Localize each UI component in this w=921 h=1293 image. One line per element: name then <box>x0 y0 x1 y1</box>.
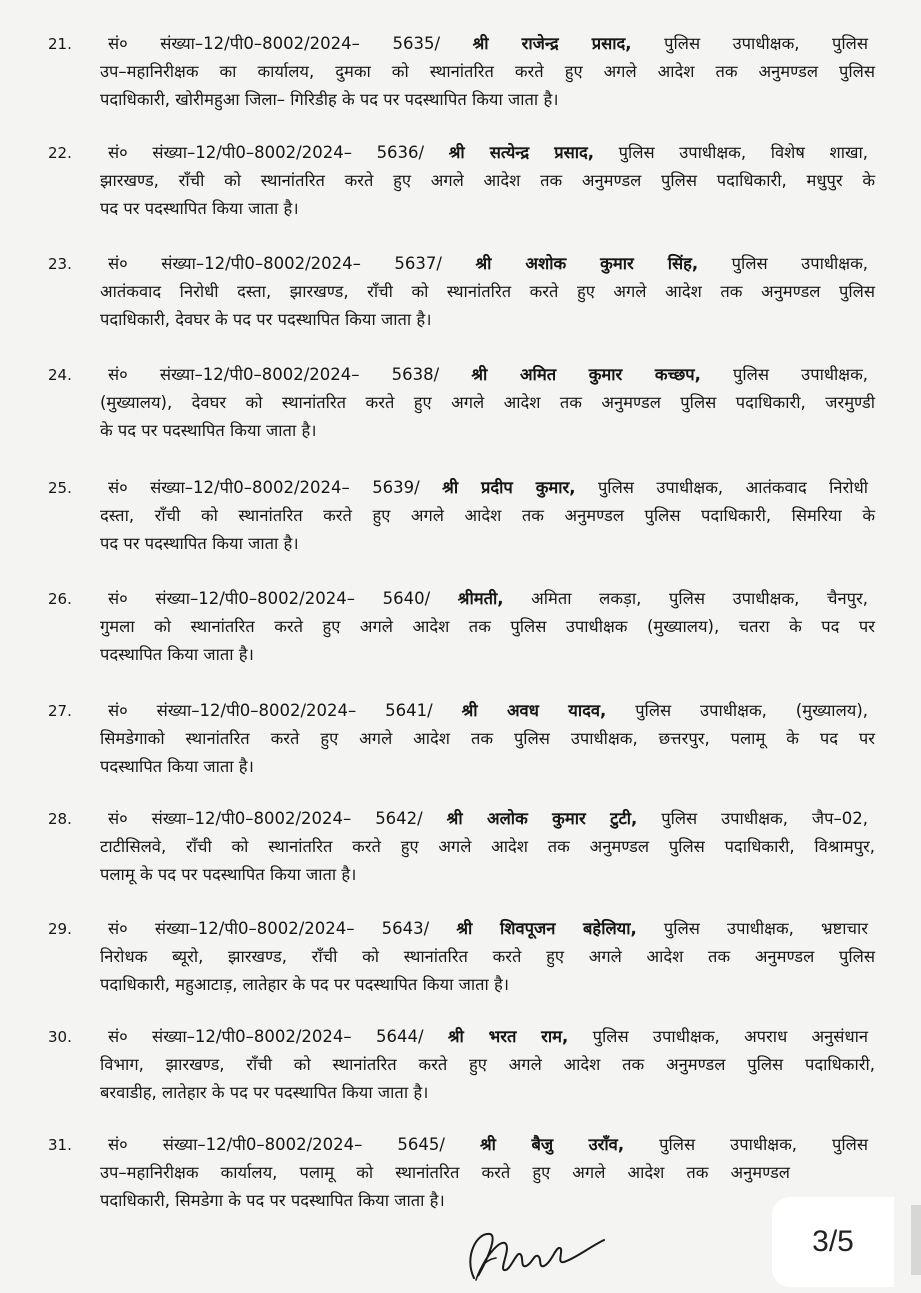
entry-number: 31. <box>48 1136 72 1154</box>
entry-line-3: के पद पर पदस्थापित किया जाता है। <box>100 421 317 440</box>
entry-line-1 <box>108 361 868 389</box>
entry-line-1-rest: पुलिस उपाधीक्षक, (मुख्यालय), <box>635 701 869 720</box>
entry-line-2: उप–महानिरीक्षक का कार्यालय, दुमका को स्थानांतरित करते हुए अगले आदेश तक अनुमण्डल पुलिस <box>100 62 875 81</box>
entry-line-2: सिमडेगाको स्थानांतरित करते हुए अगले आदेश तक पुलिस उपाधीक्षक, छत्तरपुर, पलामू के पद पर <box>100 729 875 748</box>
order-entry-22 <box>0 139 921 239</box>
entry-line-1 <box>108 474 868 502</box>
entry-line-2: निरोधक ब्यूरो, झारखण्ड, राँची को स्थानांतरित करते हुए अगले आदेश तक अनुमण्डल पुलिस <box>100 947 875 966</box>
entry-line-3: पदाधिकारी, खोरीमहुआ जिला– गिरिडीह के पद पर पदस्थापित किया जाता है। <box>100 90 559 109</box>
order-entry-25 <box>0 474 921 574</box>
order-code: 5644/ <box>375 1027 424 1046</box>
order-reference: सं० संख्या–12/पी0–8002/2024– <box>108 365 360 384</box>
order-code: 5635/ <box>392 34 441 53</box>
entry-number: 21. <box>48 35 72 53</box>
entry-number: 23. <box>48 255 72 273</box>
entry-number: 22. <box>48 144 72 162</box>
entry-line-1-rest: पुलिस उपाधीक्षक, विशेष शाखा, <box>618 143 868 162</box>
entry-number: 27. <box>48 702 72 720</box>
entry-line-1 <box>108 915 868 943</box>
order-reference: सं० संख्या–12/पी0–8002/2024– <box>108 34 360 53</box>
entry-number: 25. <box>48 479 72 497</box>
entry-line-1 <box>108 1023 868 1051</box>
entry-line-1 <box>108 585 868 613</box>
entry-line-2: झारखण्ड, राँची को स्थानांतरित करते हुए अगले आदेश तक अनुमण्डल पुलिस पदाधिकारी, मधुपुर के <box>100 171 875 190</box>
entry-line-1-rest: अमिता लकड़ा, पुलिस उपाधीक्षक, चैनपुर, <box>531 589 869 608</box>
order-entry-28 <box>0 805 921 905</box>
order-reference: सं० संख्या–12/पी0–8002/2024– <box>108 919 355 938</box>
order-entry-30 <box>0 1023 921 1123</box>
officer-name: श्री बैजु उराँव, <box>479 1135 625 1154</box>
entry-line-1-rest: पुलिस उपाधीक्षक, अपराध अनुसंधान <box>592 1027 869 1046</box>
order-entry-29 <box>0 915 921 1015</box>
entry-line-2: आतंकवाद निरोधी दस्ता, झारखण्ड, राँची को स्थानांतरित करते हुए अगले आदेश तक अनुमण्डल पुलिस <box>100 282 875 301</box>
officer-name: श्री सत्येन्द्र प्रसाद, <box>448 143 595 162</box>
signature-image <box>456 1218 616 1290</box>
order-code: 5639/ <box>372 478 420 497</box>
entry-number: 24. <box>48 366 72 384</box>
order-reference: सं० संख्या–12/पी0–8002/2024– <box>108 589 355 608</box>
order-reference: सं० संख्या–12/पी0–8002/2024– <box>108 701 357 720</box>
officer-name: श्रीमती, <box>457 589 504 608</box>
entry-line-1 <box>108 139 868 167</box>
entry-line-3: पदाधिकारी, सिमडेगा के पद पर पदस्थापित किया जाता है। <box>100 1191 445 1210</box>
officer-name: श्री अमित कुमार कच्छप, <box>471 365 701 384</box>
officer-name: श्री अशोक कुमार सिंह, <box>475 254 699 273</box>
order-code: 5645/ <box>397 1135 445 1154</box>
order-entry-21 <box>0 30 921 130</box>
entry-line-3: बरवाडीह, लातेहार के पद पर पदस्थापित किया जाता है। <box>100 1083 429 1102</box>
order-code: 5641/ <box>385 701 433 720</box>
order-entry-26 <box>0 585 921 685</box>
order-code: 5640/ <box>382 589 431 608</box>
entry-line-2: गुमला को स्थानांतरित करते हुए अगले आदेश तक पुलिस उपाधीक्षक (मुख्यालय), चतरा के पद पर <box>100 617 875 636</box>
entry-line-2: उप–महानिरीक्षक कार्यालय, पलामू को स्थानांतरित करते हुए अगले आदेश तक अनुमण्डल <box>100 1163 790 1182</box>
entry-line-1 <box>108 250 868 278</box>
scroll-edge <box>911 1205 921 1275</box>
entry-line-2: विभाग, झारखण्ड, राँची को स्थानांतरित करते हुए अगले आदेश तक अनुमण्डल पुलिस पदाधिकारी, <box>100 1055 875 1074</box>
entry-line-1 <box>108 1131 868 1159</box>
officer-name: श्री भरत राम, <box>447 1027 569 1046</box>
entry-line-3: पलामू के पद पर पदस्थापित किया जाता है। <box>100 865 357 884</box>
entry-line-1 <box>108 697 868 725</box>
entry-line-1 <box>108 30 868 58</box>
entry-line-1-rest: पुलिस उपाधीक्षक, <box>733 365 869 384</box>
entry-number: 29. <box>48 920 72 938</box>
entry-number: 28. <box>48 810 72 828</box>
officer-name: श्री शिवपूजन बहेलिया, <box>456 919 637 938</box>
entry-line-3: पदस्थापित किया जाता है। <box>100 757 254 776</box>
officer-name: श्री अवध यादव, <box>461 701 607 720</box>
order-code: 5643/ <box>381 919 430 938</box>
officer-name: श्री राजेन्द्र प्रसाद, <box>472 34 632 53</box>
entry-line-1-rest: पुलिस उपाधीक्षक, जैप–02, <box>661 809 868 828</box>
entry-line-1-rest: पुलिस उपाधीक्षक, आतंकवाद निरोधी <box>597 478 868 497</box>
order-entry-24 <box>0 361 921 461</box>
entry-line-3: पद पर पदस्थापित किया जाता है। <box>100 199 299 218</box>
entry-line-3: पदाधिकारी, महुआटाड़, लातेहार के पद पर पदस्थापित किया जाता है। <box>100 975 510 994</box>
entry-number: 26. <box>48 590 72 608</box>
order-reference: सं० संख्या–12/पी0–8002/2024– <box>108 809 352 828</box>
entry-line-1-rest: पुलिस उपाधीक्षक, <box>731 254 869 273</box>
officer-name: श्री प्रदीप कुमार, <box>442 478 576 497</box>
entry-line-3: पद पर पदस्थापित किया जाता है। <box>100 534 299 553</box>
entry-number: 30. <box>48 1028 72 1046</box>
order-code: 5637/ <box>394 254 442 273</box>
entry-line-1-rest: पुलिस उपाधीक्षक, पुलिस <box>659 1135 869 1154</box>
order-reference: सं० संख्या–12/पी0–8002/2024– <box>108 478 350 497</box>
order-entry-23 <box>0 250 921 350</box>
entry-line-1 <box>108 805 868 833</box>
order-reference: सं० संख्या–12/पी0–8002/2024– <box>108 1027 352 1046</box>
entry-line-3: पदस्थापित किया जाता है। <box>100 645 254 664</box>
entry-line-2: (मुख्यालय), देवघर को स्थानांतरित करते हुए अगले आदेश तक अनुमण्डल पुलिस पदाधिकारी, जरमुण्डी <box>100 393 875 412</box>
order-entry-27 <box>0 697 921 797</box>
entry-line-1-rest: पुलिस उपाधीक्षक, पुलिस <box>664 34 869 53</box>
entry-line-3: पदाधिकारी, देवघर के पद पर पदस्थापित किया जाता है। <box>100 310 432 329</box>
order-reference: सं० संख्या–12/पी0–8002/2024– <box>108 1135 363 1154</box>
entry-line-1-rest: पुलिस उपाधीक्षक, भ्रष्टाचार <box>663 919 869 938</box>
entry-line-2: दस्ता, राँची को स्थानांतरित करते हुए अगले आदेश तक अनुमण्डल पुलिस पदाधिकारी, सिमरिया के <box>100 506 875 525</box>
page-indicator: 3/5 <box>772 1197 894 1287</box>
order-reference: सं० संख्या–12/पी0–8002/2024– <box>108 254 361 273</box>
officer-name: श्री अलोक कुमार टुटी, <box>446 809 638 828</box>
order-code: 5642/ <box>375 809 423 828</box>
order-reference: सं० संख्या–12/पी0–8002/2024– <box>108 143 352 162</box>
order-code: 5636/ <box>376 143 425 162</box>
entry-line-2: टाटीसिलवे, राँची को स्थानांतरित करते हुए अगले आदेश तक अनुमण्डल पुलिस पदाधिकारी, विश्रामपुर, <box>100 837 875 856</box>
order-code: 5638/ <box>391 365 440 384</box>
